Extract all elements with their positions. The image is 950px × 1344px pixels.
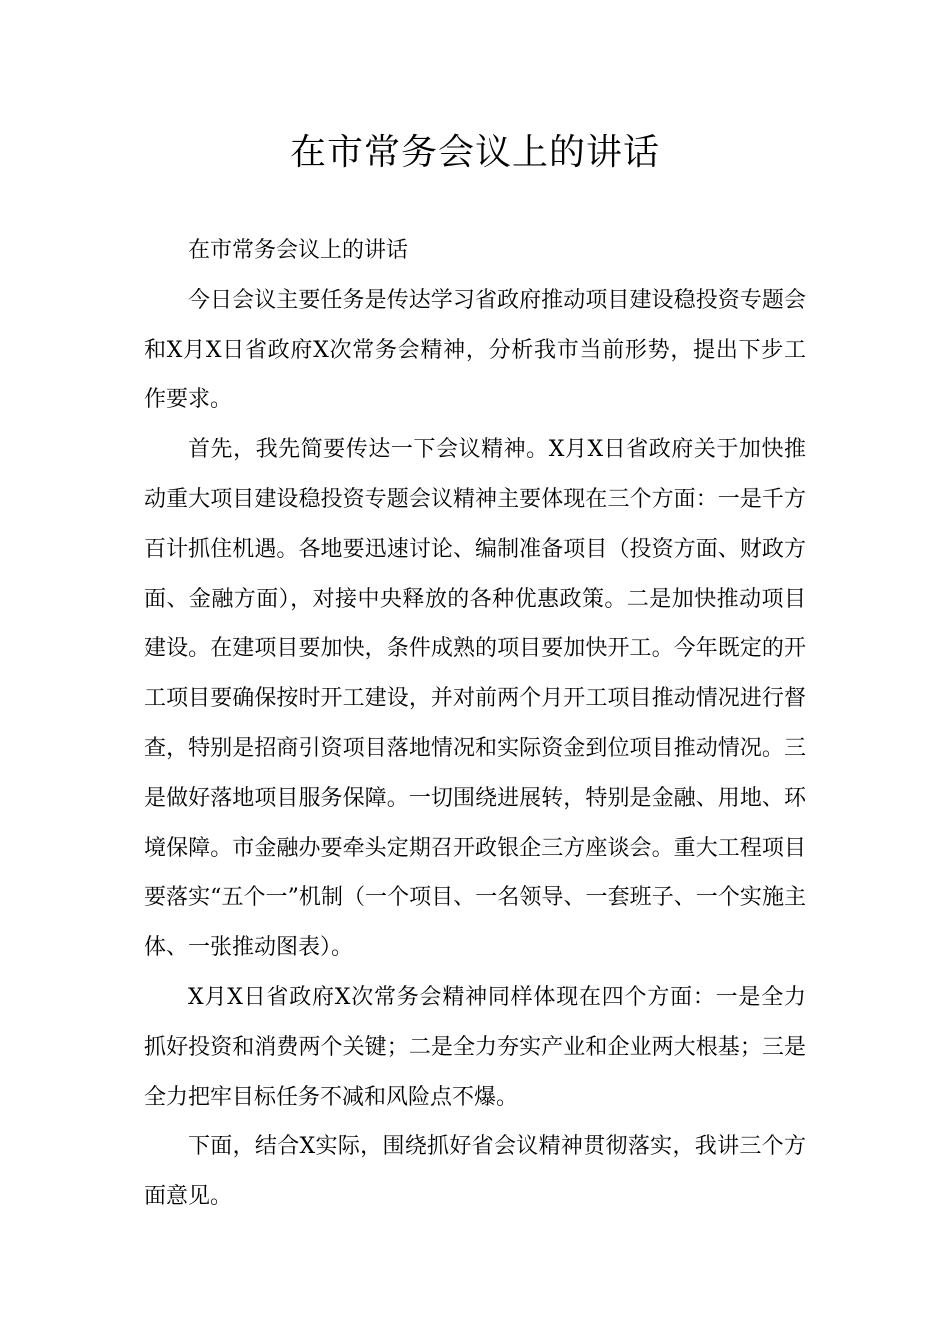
paragraph-opinions-intro: 下面，结合X实际，围绕抓好省会议精神贯彻落实，我讲三个方面意见。 (144, 1134, 806, 1210)
document-body (144, 226, 806, 1222)
paragraph-standing-meeting: X月X日省政府X次常务会精神同样体现在四个方面：一是全力抓好投资和消费两个关键；二是全力夯实产业和企业两大根基；三是全力把牢目标任务不减和风险点不爆。 (144, 984, 806, 1110)
paragraph-meeting-spirit: 首先，我先简要传达一下会议精神。X月X日省政府关于加快推动重大项目建设稳投资专题会议精神主要体现在三个方面：一是千方百计抓住机遇。各地要迅速讨论、编制准备项目（投资方面、财政方面、金融方面），对接中央释放的各种优惠政策。二是加快推动项目建设。在建项目要加快，条件成熟的项目要加快开工。今年既定的开工项目要确保按时开工建设，并对前两个月开工项目推动情况进行督查，特别是招商引资项目落地情况和实际资金到位项目推动情况。三是做好落地项目服务保障。一切围绕进展转，特别是金融、用地、环境保障。市金融办要牵头定期召开政银企三方座谈会。重大工程项目要落实“五个一”机制（一个项目、一名领导、一套班子、一个实施主体、一张推动图表）。 (144, 437, 806, 961)
document-title: 在市常务会议上的讲话 (289, 132, 660, 173)
paragraph-meeting-tasks: 今日会议主要任务是传达学习省政府推动项目建设稳投资专题会和X月X日省政府X次常务会精神，分析我市当前形势，提出下步工作要求。 (144, 287, 806, 413)
paragraph-subtitle: 在市常务会议上的讲话 (188, 238, 409, 263)
